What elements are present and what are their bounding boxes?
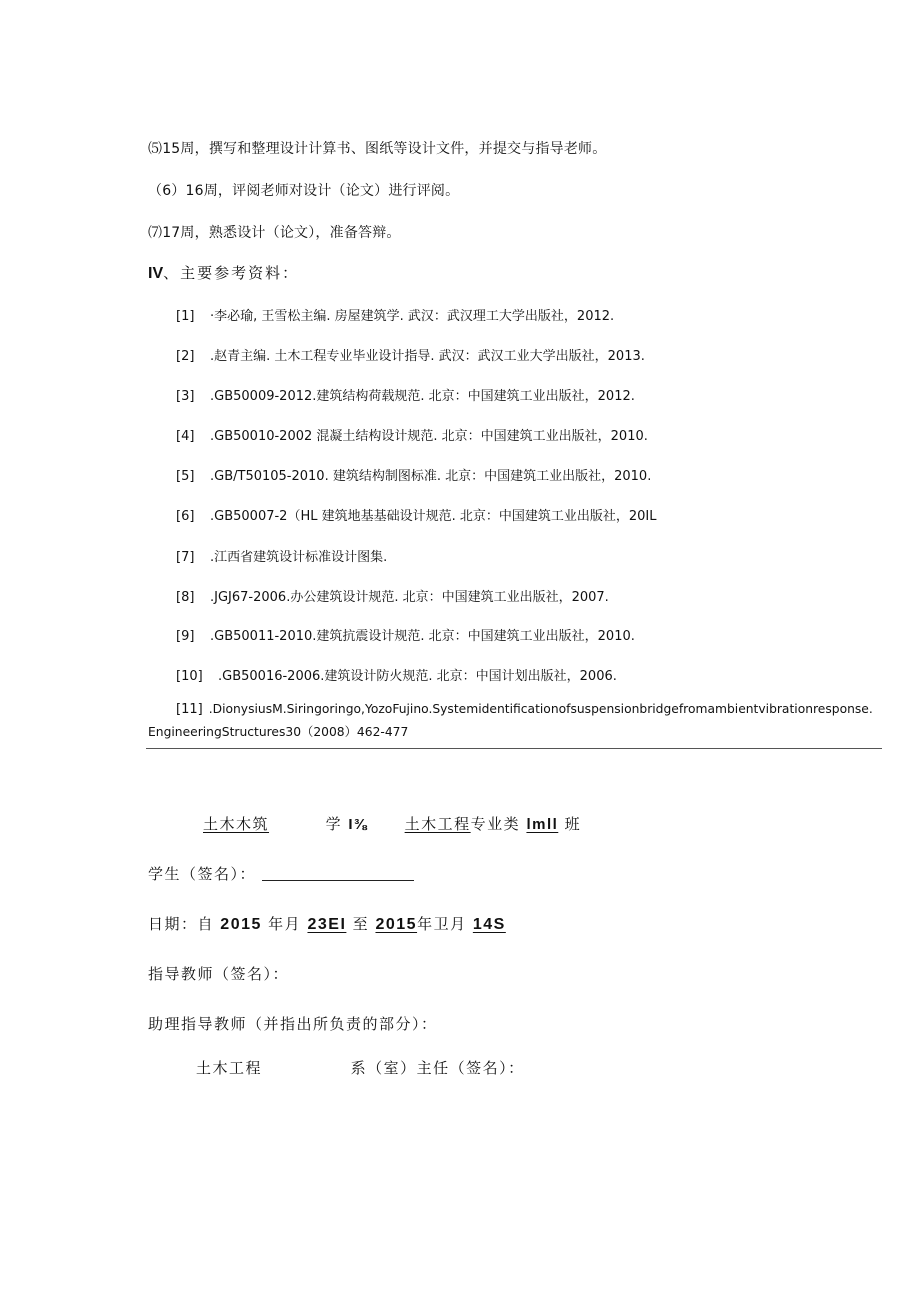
reference-number: [9] (176, 629, 195, 644)
reference-item (176, 625, 635, 644)
end-month-label: 年卫月 (417, 915, 467, 933)
schedule-item-7: ⑺17周，熟悉设计（论文），准备答辩。 (148, 225, 401, 241)
references-heading (148, 262, 299, 283)
reference-item (176, 425, 648, 444)
reference-text: .GB50016-2006.建筑设计防火规范. 北京：中国计划出版社，2006. (218, 669, 617, 684)
xue-label: 学 (325, 815, 343, 833)
dept-head-line (196, 1057, 525, 1078)
reference-number: [6] (176, 509, 195, 524)
end-year: 2015 (375, 916, 418, 933)
reference-text: .GB50009-2012.建筑结构荷载规范. 北京：中国建筑工业出版社，2012. (210, 389, 635, 404)
reference-number: [11] (176, 702, 203, 717)
reference-text: .赵青主编. 土木工程专业毕业设计指导. 武汉：武汉工业大学出版社，2013. (210, 349, 645, 364)
dept-head-label: 系（室）主任（签名）： (350, 1059, 525, 1077)
class-code: lmll (526, 816, 559, 833)
reference-text: .江西省建筑设计标准设计图集. (210, 550, 388, 565)
reference-item (176, 665, 617, 684)
end-day: 14S (472, 916, 506, 933)
student-signature-blank[interactable] (262, 866, 414, 881)
start-month-label: 年月 (268, 915, 302, 933)
date-line (148, 913, 506, 934)
schedule-item-5: ⑸15周，撰写和整理设计计算书、图纸等设计文件，并提交与指导老师。 (148, 141, 607, 157)
reference-item (176, 505, 656, 524)
start-year: 2015 (220, 916, 262, 933)
student-signature-line (148, 863, 414, 884)
school-class-line (203, 813, 581, 834)
reference-number: [3] (176, 389, 195, 404)
reference-number: [5] (176, 469, 195, 484)
start-day: 23EI (307, 916, 347, 933)
reference-number: [10] (176, 669, 203, 684)
student-label: 学生（签名）： (148, 865, 257, 883)
reference-text: .GB50007-2（HL 建筑地基基础设计规范. 北京：中国建筑工业出版社，20IL (210, 509, 657, 524)
schedule-item-6: （6）16周，评阅老师对设计（论文）进行评阅。 (148, 183, 460, 199)
divider (146, 748, 882, 749)
reference-number: [8] (176, 590, 195, 605)
assistant-advisor-line: 助理指导教师（并指出所负责的部分）： (148, 1015, 438, 1033)
reference-number: [4] (176, 429, 195, 444)
major-suffix: 专业类 (470, 815, 521, 833)
school-name: 土木木筑 (203, 815, 270, 833)
reference-text: ·李必瑜, 王雪松主编. 房屋建筑学. 武汉：武汉理工大学出版社，2012. (210, 309, 615, 324)
date-label: 日期：自 (148, 915, 215, 933)
reference-item (176, 465, 651, 484)
section-title: 、主要参考资料： (163, 264, 300, 282)
dept-name: 土木工程 (196, 1059, 263, 1077)
reference-item (176, 345, 645, 364)
major-name: 土木工程 (404, 815, 471, 833)
reference-text: .GB50010-2002 混凝土结构设计规范. 北京：中国建筑工业出版社，2010. (210, 429, 648, 444)
section-number: IV (148, 265, 164, 282)
reference-number: [7] (176, 550, 195, 565)
reference-text: .GB50011-2010.建筑抗震设计规范. 北京：中国建筑工业出版社，2010. (210, 629, 635, 644)
reference-text: .GB/T50105-2010. 建筑结构制图标准. 北京：中国建筑工业出版社，2010. (210, 469, 652, 484)
reference-item (176, 305, 614, 324)
reference-item (176, 385, 635, 404)
advisor-signature-line: 指导教师（签名）： (148, 965, 290, 983)
reference-item (176, 586, 609, 605)
date-to-label: 至 (352, 915, 370, 933)
reference-item-11 (148, 698, 888, 744)
reference-text: .DionysiusM.Siringoringo,YozoFujino.Systemidentificationofsuspensionbridgefromambientvibrationresponse. EngineeringStructures30（2008）462-477 (148, 702, 873, 739)
reference-text: .JGJ67-2006.办公建筑设计规范. 北京：中国建筑工业出版社，2007. (210, 590, 609, 605)
reference-number: [2] (176, 349, 195, 364)
class-suffix: 班 (564, 815, 582, 833)
reference-number: [1] (176, 309, 195, 324)
reference-item (176, 546, 387, 565)
xue-code: I⅜ (348, 816, 369, 833)
